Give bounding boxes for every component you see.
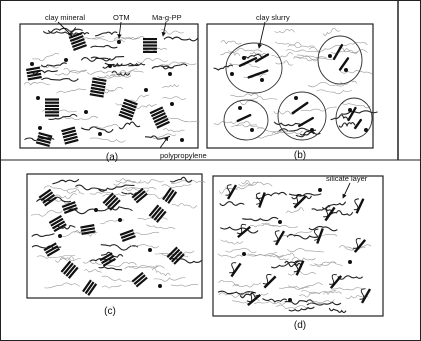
polymer-chain bbox=[276, 61, 293, 66]
polymer-chain bbox=[87, 71, 115, 75]
clay-slurry-label: clay slurry bbox=[256, 13, 290, 22]
platelet-body bbox=[247, 69, 268, 79]
polymer-chain bbox=[254, 301, 286, 305]
otm-dot bbox=[84, 110, 88, 114]
polymer-chain bbox=[242, 217, 278, 220]
polymer-chain bbox=[275, 42, 301, 46]
polymer-chain bbox=[214, 121, 237, 125]
panel-c-label: (c) bbox=[104, 306, 116, 317]
polymer-chain bbox=[292, 257, 316, 260]
polymer-chain bbox=[137, 58, 168, 63]
otm-dot bbox=[344, 68, 348, 72]
clay-stacks-a bbox=[26, 32, 170, 147]
polymer-chain bbox=[331, 211, 353, 216]
polymer-chain bbox=[152, 268, 170, 275]
polymer-chain bbox=[339, 42, 368, 47]
polymer-chain bbox=[287, 249, 324, 252]
silicate-layer bbox=[289, 191, 306, 208]
clay-platelet bbox=[247, 69, 268, 79]
silicate-layer bbox=[226, 259, 242, 277]
polymer-chain bbox=[52, 179, 78, 184]
slurry-droplet bbox=[278, 92, 326, 140]
polymer-chain bbox=[95, 32, 117, 36]
panel-d-label: (d) bbox=[293, 320, 307, 331]
clay-layer bbox=[45, 98, 59, 100]
otm-dot bbox=[36, 96, 40, 100]
polymer-chain bbox=[308, 82, 345, 87]
silicate-sheet bbox=[275, 230, 285, 245]
polymer-chain bbox=[102, 285, 121, 288]
clay-mineral-label: clay mineral bbox=[45, 13, 86, 22]
otm-dot bbox=[168, 72, 172, 76]
otm-dot bbox=[238, 106, 242, 110]
polymer-chain bbox=[272, 53, 293, 58]
otm-dot bbox=[250, 128, 254, 132]
clay-mineral-stack bbox=[45, 98, 59, 116]
polymer-chain bbox=[90, 138, 126, 142]
panel-b-label: (b) bbox=[293, 150, 307, 161]
polymer-chain bbox=[55, 257, 74, 263]
polymer-chain bbox=[225, 185, 252, 189]
clay-platelet bbox=[298, 116, 315, 127]
clay-mineral-stack bbox=[62, 201, 78, 214]
otm-dot bbox=[230, 72, 234, 76]
polymer-chain bbox=[75, 185, 106, 190]
polymer-chain bbox=[262, 224, 298, 228]
otm-dot bbox=[117, 40, 121, 44]
polypropylene-label: polypropylene bbox=[160, 151, 207, 160]
polymer-chain bbox=[221, 40, 241, 44]
polymer-chain bbox=[288, 271, 316, 275]
slurry-droplet bbox=[224, 100, 268, 140]
polymer-chain bbox=[287, 234, 317, 239]
silicate-layer bbox=[325, 271, 342, 289]
polymer-chain bbox=[171, 284, 198, 286]
polymer-chain bbox=[90, 192, 112, 194]
clay-layer bbox=[143, 38, 157, 40]
polymer-chain bbox=[114, 180, 142, 185]
polymer-chain bbox=[125, 265, 158, 269]
polymer-chain bbox=[90, 124, 119, 128]
polymer-chain bbox=[119, 122, 140, 129]
polymer-chain bbox=[324, 292, 342, 295]
polymer-chain bbox=[31, 211, 62, 217]
clay-mineral-stack bbox=[149, 205, 167, 223]
clay-platelet bbox=[291, 101, 309, 114]
otm-dot bbox=[294, 96, 298, 100]
polymer-chain bbox=[99, 267, 123, 270]
polymer-chain bbox=[163, 129, 184, 132]
clay-layer bbox=[45, 102, 59, 104]
clay-mineral-stack bbox=[61, 126, 78, 144]
polymer-chain bbox=[220, 202, 245, 206]
polymer-chain bbox=[119, 36, 146, 40]
polymer-chain bbox=[329, 308, 346, 313]
polymer-chain bbox=[286, 50, 321, 53]
silicate-layer bbox=[259, 271, 276, 288]
clay-layer bbox=[45, 108, 59, 110]
panel-a-label: (a) bbox=[105, 152, 119, 163]
otm-dot bbox=[118, 218, 122, 222]
clay-mineral-stack bbox=[150, 106, 170, 128]
otm-label: OTM bbox=[113, 13, 130, 22]
polymer-chain bbox=[41, 78, 78, 81]
clay-mineral-stack bbox=[90, 77, 107, 97]
clay-layer bbox=[45, 111, 59, 113]
polymer-chain bbox=[163, 97, 186, 100]
polymer-chain bbox=[341, 111, 377, 114]
silicate-layer bbox=[356, 286, 371, 304]
polymer-chain bbox=[220, 227, 258, 233]
otm-dot bbox=[260, 78, 264, 82]
otm-dot bbox=[108, 64, 112, 68]
polymer-chain bbox=[172, 204, 197, 208]
polymer-chain bbox=[301, 107, 337, 111]
silicate-layer bbox=[311, 226, 324, 244]
polymer-chain bbox=[45, 283, 80, 288]
polymer-chain bbox=[84, 270, 101, 273]
clay-layer bbox=[45, 105, 59, 107]
otm-dot bbox=[242, 56, 246, 60]
silicate-layer-label: silicate layer bbox=[326, 174, 368, 183]
clay-mineral-stack bbox=[82, 280, 97, 296]
polymer-chain bbox=[219, 280, 239, 285]
otm-dot bbox=[180, 138, 184, 142]
polymer-chain bbox=[312, 209, 334, 213]
otm-dot bbox=[278, 220, 282, 224]
silicate-layer-arrow bbox=[343, 183, 350, 198]
clay-mineral-stack bbox=[100, 252, 116, 266]
polymer-chain bbox=[263, 299, 287, 302]
polymer-chains-c bbox=[31, 177, 205, 288]
polymer-chains-a bbox=[24, 27, 200, 142]
silicate-layer bbox=[350, 196, 364, 214]
polymer-chain bbox=[332, 288, 364, 290]
otm-dot bbox=[364, 128, 368, 132]
clay-layer bbox=[143, 48, 157, 50]
polymer-chain bbox=[236, 125, 264, 129]
platelet-body bbox=[338, 57, 349, 71]
polymer-chain bbox=[161, 62, 196, 65]
clay-layer bbox=[45, 114, 59, 116]
clay-mineral-stack bbox=[61, 261, 79, 279]
polymer-chain bbox=[286, 208, 303, 213]
polymer-chain bbox=[233, 283, 261, 287]
polymer-chain bbox=[57, 89, 87, 94]
polymer-chain bbox=[115, 69, 138, 74]
clay-platelet bbox=[236, 114, 252, 123]
otm-dot bbox=[318, 188, 322, 192]
clay-layer bbox=[143, 44, 157, 46]
polymer-chain bbox=[154, 278, 186, 282]
clay-mineral-stack bbox=[44, 242, 60, 256]
polymer-chain bbox=[275, 29, 295, 32]
silicate-layer bbox=[222, 182, 237, 200]
clay-mineral-stack bbox=[143, 38, 157, 53]
polymer-chain bbox=[162, 85, 179, 88]
polymer-chain bbox=[225, 248, 256, 252]
polymer-chain bbox=[256, 192, 287, 198]
polymer-chain bbox=[162, 64, 188, 68]
polymer-chain bbox=[54, 193, 77, 198]
polymer-chain bbox=[32, 234, 55, 237]
polymer-chain bbox=[317, 90, 353, 94]
otm-dot bbox=[64, 58, 68, 62]
polymer-chain bbox=[230, 93, 258, 96]
otm-dot bbox=[30, 62, 34, 66]
polymer-chain bbox=[81, 127, 113, 132]
polymer-chain bbox=[127, 95, 149, 102]
polymer-chain bbox=[331, 115, 349, 120]
clay-mineral-stack bbox=[118, 99, 137, 121]
clay-layer bbox=[143, 51, 157, 53]
otm-dot bbox=[98, 132, 102, 136]
polymer-chain bbox=[299, 293, 320, 297]
clay-mineral-stack bbox=[132, 188, 148, 204]
otm-dot bbox=[38, 126, 42, 130]
clay-platelet bbox=[338, 57, 349, 71]
otm-dot bbox=[242, 252, 246, 256]
polymer-chain bbox=[239, 182, 273, 186]
otm-dot bbox=[158, 284, 162, 288]
platelet-body bbox=[298, 116, 315, 127]
panel-b-box bbox=[207, 24, 373, 148]
otm-dot bbox=[328, 54, 332, 58]
polymer-chain bbox=[221, 240, 243, 244]
polymer-chain bbox=[139, 180, 164, 184]
platelet-body bbox=[291, 101, 309, 114]
clay-mineral-stack bbox=[162, 188, 177, 204]
clay-mineral-stack bbox=[132, 272, 148, 288]
silicate-layer bbox=[270, 228, 285, 246]
polymer-chain bbox=[24, 82, 50, 85]
polymer-chain bbox=[310, 262, 336, 267]
platelet-body bbox=[236, 114, 252, 123]
clay-mineral-stack bbox=[167, 247, 185, 265]
polymer-chain bbox=[249, 96, 277, 99]
otm-dot bbox=[348, 260, 352, 264]
slurry-droplet bbox=[336, 98, 372, 138]
otm-dot bbox=[58, 234, 62, 238]
polymer-chain bbox=[136, 105, 157, 109]
polymer-chain bbox=[162, 184, 192, 188]
otm-dot bbox=[310, 128, 314, 132]
otm-dot bbox=[144, 88, 148, 92]
polymer-chain bbox=[276, 253, 294, 258]
clay-mineral-stack bbox=[120, 229, 136, 242]
silicate-sheet bbox=[356, 198, 365, 214]
otm-dot bbox=[170, 102, 174, 106]
clay-mineral-stack bbox=[39, 189, 57, 207]
clay-layer bbox=[143, 41, 157, 43]
polymer-chain bbox=[288, 283, 322, 289]
slurry-droplet bbox=[318, 36, 362, 84]
polymer-chain bbox=[55, 70, 86, 75]
polymer-chain bbox=[32, 53, 59, 60]
otm-dot bbox=[348, 108, 352, 112]
silicate-sheet bbox=[293, 195, 306, 208]
polymer-chain bbox=[101, 245, 138, 250]
clay-mineral-stack bbox=[36, 132, 53, 147]
polymer-chain bbox=[147, 225, 176, 229]
otm-dot bbox=[148, 248, 152, 252]
polymer-chain bbox=[323, 28, 340, 35]
polymer-chains-d bbox=[218, 180, 371, 312]
silicate-sheet bbox=[361, 288, 371, 303]
polymer-chain bbox=[339, 123, 355, 128]
otm-dot bbox=[94, 208, 98, 212]
polymer-chain bbox=[41, 63, 66, 67]
polymer-chain bbox=[102, 276, 137, 281]
otm-dot bbox=[288, 298, 292, 302]
silicate-sheet bbox=[263, 275, 276, 288]
polymer-chain bbox=[214, 65, 233, 70]
silicate-sheet bbox=[330, 275, 342, 289]
polymer-chain bbox=[279, 287, 309, 290]
silicate-layers-d bbox=[222, 182, 371, 306]
polymer-chain bbox=[218, 254, 242, 258]
ma-g-pp-label: Ma-g-PP bbox=[152, 13, 182, 22]
silicate-sheet bbox=[227, 184, 237, 199]
clay-mineral-stack bbox=[49, 215, 67, 232]
polymer-chain bbox=[164, 37, 198, 41]
polymer-chain bbox=[91, 45, 118, 47]
polymer-chain bbox=[37, 255, 75, 258]
